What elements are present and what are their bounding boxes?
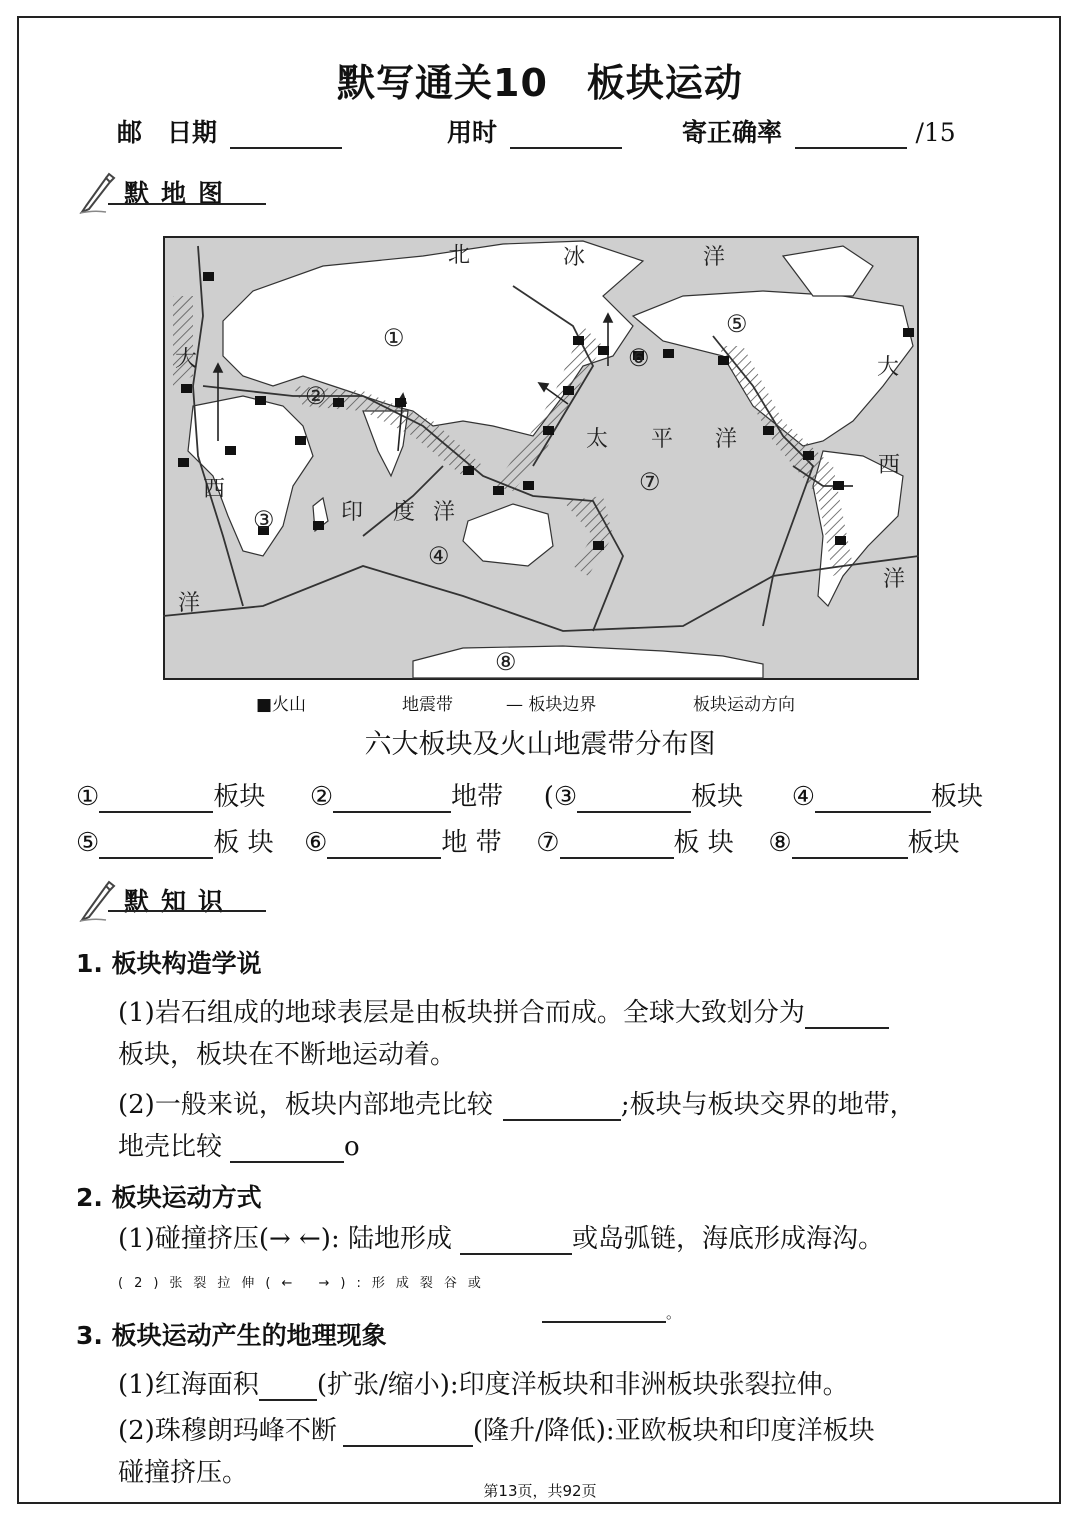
fill-suffix-6: 地 带 (441, 828, 502, 858)
q3-p2-text-c: 碰撞挤压。 (118, 1458, 249, 1488)
fill-num-1: ① (76, 782, 100, 812)
page-footer: 第13页，共92页 (483, 1482, 597, 1500)
q3-p1 (118, 1364, 849, 1401)
plate-number-5: ⑤ (726, 310, 748, 338)
fill-blank-7[interactable] (560, 857, 674, 859)
fill-num-6: ⑥ (304, 828, 328, 858)
date-blank[interactable] (230, 147, 342, 149)
q3-p2-text-a: (2)珠穆朗玛峰不断 (118, 1416, 337, 1446)
section-map-title: 默地图 (124, 179, 236, 208)
label-yang-left: 洋 (178, 591, 201, 616)
accuracy-total: /15 (915, 118, 956, 147)
label-ping: 平 (651, 427, 674, 452)
q2-blank-2[interactable] (542, 1321, 666, 1323)
date-label: 邮 日期 (117, 118, 218, 147)
q3-p2-text-b: (隆升/降低):亚欧板块和印度洋板块 (472, 1416, 875, 1446)
q1-p2-line1 (118, 1084, 916, 1121)
label-xi-right: 西 (878, 453, 901, 478)
q1-blank-3[interactable] (230, 1161, 344, 1163)
plate-number-2: ② (305, 382, 327, 410)
label-ice: 冰 (563, 245, 586, 270)
q1-p2-end: o (344, 1132, 360, 1162)
q2-title: 2. 板块运动方式 (76, 1183, 262, 1212)
q3-blank-1[interactable] (259, 1399, 317, 1401)
fill-num-3: (③ (543, 782, 578, 812)
time-blank[interactable] (510, 147, 622, 149)
q3-p1-text-a: (1)红海面积 (118, 1370, 259, 1400)
label-ocean1: 洋 (703, 245, 726, 270)
fill-row-2 (76, 822, 960, 859)
label-yang-indian: 洋 (433, 500, 456, 525)
fill-suffix-7: 板 块 (673, 828, 734, 858)
legend-boundary: — 板块边界 (506, 695, 597, 715)
q1-p1-text-b: 板块，板块在不断地运动着。 (118, 1040, 457, 1070)
plate-number-6: ⑥ (628, 344, 650, 372)
q2-p1-text-a: (1)碰撞挤压(→ ←): 陆地形成 (118, 1224, 452, 1254)
plate-number-3: ③ (253, 506, 275, 534)
q1-blank-1[interactable] (805, 1027, 889, 1029)
legend-volcano: ■火山 (256, 695, 307, 715)
label-yang-right: 洋 (883, 567, 906, 592)
fill-num-5: ⑤ (76, 828, 100, 858)
q2-blank-1[interactable] (460, 1253, 572, 1255)
fill-suffix-5: 板 块 (213, 828, 274, 858)
q1-blank-2[interactable] (503, 1119, 621, 1121)
fill-blank-1[interactable] (99, 811, 213, 813)
fill-suffix-3: 板块 (691, 782, 744, 812)
q1-p2-line2 (118, 1126, 360, 1163)
q2-p1-text-b: 或岛弧链，海底形成海沟。 (571, 1224, 884, 1254)
legend-direction: 板块运动方向 (693, 695, 795, 715)
label-da-right: 大 (877, 355, 900, 380)
section-map-underline (108, 203, 266, 205)
fill-blank-3[interactable] (577, 811, 691, 813)
q2-p2-end: 。 (666, 1304, 682, 1322)
label-da-left: 大 (175, 347, 198, 372)
fill-blank-5[interactable] (99, 857, 213, 859)
plate-number-7: ⑦ (639, 468, 661, 496)
fill-num-2: ② (309, 782, 334, 812)
q3-p2-line1 (118, 1410, 875, 1447)
accuracy-label: 寄正确率 (682, 118, 783, 147)
map-caption: 六大板块及火山地震带分布图 (364, 729, 716, 760)
date-field (117, 113, 342, 149)
label-north: 北 (448, 243, 471, 268)
fill-blank-6[interactable] (327, 857, 441, 859)
q1-p2-text-c: 地壳比较 (118, 1132, 223, 1162)
q2-p2: (2)张裂拉伸(← →):形成裂谷或 (118, 1276, 492, 1291)
pencil-icon (76, 170, 116, 214)
pencil-icon (76, 878, 116, 922)
accuracy-blank[interactable] (795, 147, 907, 149)
q1-p2-text-a: (2)一般来说，板块内部地壳比较 (118, 1090, 493, 1120)
time-label: 用时 (447, 118, 498, 147)
fill-num-4: ④ (791, 782, 816, 812)
fill-blank-4[interactable] (815, 811, 931, 813)
atlantic-belt (173, 296, 193, 386)
legend-quake: 地震带 (402, 695, 453, 715)
q1-p2-text-b: ;板块与板块交界的地带， (620, 1090, 916, 1120)
fill-suffix-2: 地带 (451, 782, 504, 812)
fill-row-1 (76, 776, 983, 813)
section-knowledge-underline (108, 910, 266, 912)
q1-p1-text-a: (1)岩石组成的地球表层是由板块拼合而成。全球大致划分为 (118, 998, 805, 1028)
q3-title: 3. 板块运动产生的地理现象 (76, 1321, 387, 1350)
time-field (447, 113, 622, 149)
section-knowledge-title: 默知识 (124, 887, 236, 916)
label-tai: 太 (586, 427, 609, 452)
fill-suffix-8: 板块 (907, 828, 960, 858)
q3-p1-text-b: (扩张/缩小):印度洋板块和非洲板块张裂拉伸。 (316, 1370, 849, 1400)
page-title: 默写通关10 板块运动 (337, 61, 743, 105)
q1-p1-line1 (118, 992, 889, 1029)
fill-blank-8[interactable] (792, 857, 908, 859)
q3-blank-2[interactable] (343, 1445, 473, 1447)
plate-number-8: ⑧ (495, 648, 517, 676)
label-yin: 印 (341, 500, 364, 525)
label-yang-pacific: 洋 (715, 427, 738, 452)
fill-blank-2[interactable] (333, 811, 451, 813)
accuracy-field (682, 113, 956, 149)
fill-suffix-1: 板块 (213, 782, 266, 812)
plate-number-1: ① (383, 324, 405, 352)
plate-number-4: ④ (428, 542, 450, 570)
fill-suffix-4: 板块 (931, 782, 984, 812)
q2-p1 (118, 1218, 884, 1255)
plate-map (163, 236, 919, 680)
label-xi-left: 西 (203, 477, 226, 502)
q2-p2-blank-line (542, 1302, 681, 1323)
q1-title: 1. 板块构造学说 (76, 949, 262, 978)
label-du: 度 (393, 500, 416, 525)
fill-num-8: ⑧ (768, 828, 792, 858)
fill-num-7: ⑦ (536, 828, 560, 858)
